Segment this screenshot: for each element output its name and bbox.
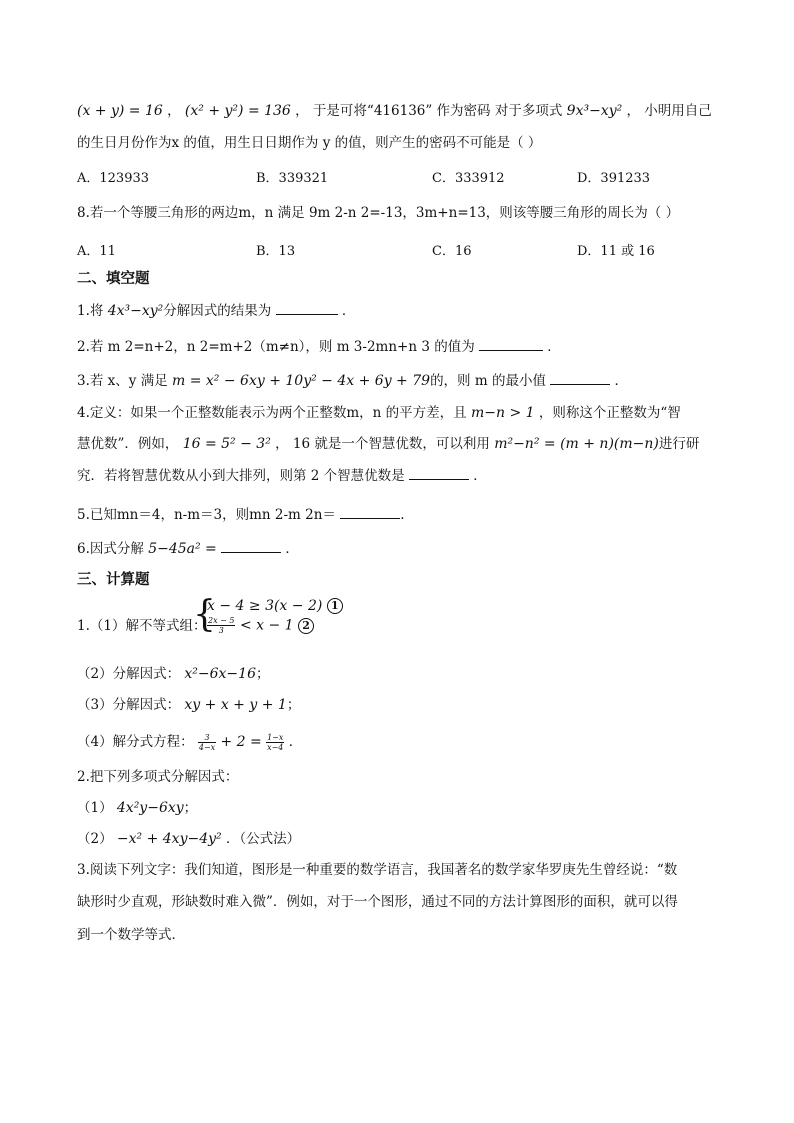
fill2-blank[interactable] [479,338,543,351]
calc14-frac2 [266,733,284,752]
system-row2-text: < x − 1 [239,617,294,634]
calc-1-label: 1.（1）解不等式组： [77,618,207,634]
fill2-end: ． [547,339,561,355]
q8-option-c[interactable]: C．16 [432,244,472,259]
calc13-end: ； [286,697,301,713]
q7-line2: 的生日月份作为x 的值，用生日日期作为 y 的值，则产生的密码不可能是（ ） [77,135,542,151]
q7-option-c[interactable]: C．333912 [432,171,505,186]
fill-item-2 [77,338,561,356]
fill6-pre: 6.因式分解 [77,541,144,557]
calc-2-1 [77,799,197,817]
fill1-pre: 1.将 [77,303,104,319]
calc-1-4 [77,733,302,752]
fill4-l1-pre: 4.定义：如果一个正整数能表示为两个正整数m，n 的平方差，且 [77,405,467,421]
q8-line1: 8.若一个等腰三角形的两边m，n 满足 9m 2-n 2=-13，3m+n=13，则该等腰三角形的周长为（ ） [77,205,680,221]
fill3-pre: 3.若 x、y 满足 [77,373,168,389]
calc22-label: （2） [77,831,113,847]
fill3-end: ． [614,373,629,389]
system-row1-text: x − 4 ≥ 3(x − 2) [207,598,323,614]
fill4-l2-pre: 慧优数”．例如， [77,436,179,452]
fill6-end: ． [285,541,299,557]
q8-option-d[interactable]: D．11 或 16 [577,244,655,259]
fill-item-4-line1 [77,404,681,422]
calc21-math: 4x²y−6xy [116,800,184,816]
calc-3-line1: 3.阅读下列文字：我们知道，图形是一种重要的数学语言，我国著名的数学家华罗庚先生曾经说：“数 [77,862,678,878]
calc-3-line2: 缺形时少直观，形缺数时难入微”．例如，对于一个图形，通过不同的方法计算图形的面积，就可以得 [77,894,678,910]
q7-option-d[interactable]: D．391233 [577,171,651,186]
system-fraction-num: 2x − 5 [208,616,235,625]
q8-option-a[interactable]: A．11 [77,244,116,259]
fill1-math: 4x³−xy² [107,303,164,319]
fill-item-1 [77,302,355,320]
calc12-math: x²−6x−16 [184,666,256,682]
fill-item-4-line2 [77,435,699,453]
calc13-math: xy + x + y + 1 [184,697,287,713]
fill3-blank[interactable] [550,372,610,385]
circled-mark-1: 1 [327,598,343,614]
calc13-pre: （3）分解因式： [77,697,181,713]
q7-option-b[interactable]: B．339321 [256,171,329,186]
fill3-post: 的，则 m 的最小值 [430,373,546,389]
calc21-end: ； [183,800,198,816]
fill4-l1-math: m−n > 1 [470,405,535,421]
fill4-l2-math1: 16 = 5² − 3² [182,436,271,452]
calc14-frac1-num: 3 [198,733,216,743]
fill1-blank[interactable] [276,302,338,315]
calc12-end: ； [255,666,270,682]
fill4-l2-mid: ， 16 就是一个智慧优数，可以利用 [275,436,490,452]
fill4-l2-post: 进行研 [658,436,700,452]
system-fraction-den: 3 [218,626,224,635]
fill4-l3: 究．若将智慧优数从小到大排列，则第 2 个智慧优数是 [77,468,405,484]
fill-item-4-line3 [77,467,487,485]
calc-2-title: 2.把下列多项式分解因式： [77,769,239,785]
calc14-pre: （4）解分式方程： [77,734,194,750]
fill2-text: 2.若 m 2=n+2，n 2=m+2（m≠n），则 m 3-2mn+n 3 的值为 [77,339,475,355]
circled-mark-2: 2 [298,618,314,634]
calc12-pre: （2）分解因式： [77,666,181,682]
q7-option-a[interactable]: A．123933 [77,171,150,186]
calc-1-2 [77,665,269,683]
fill5-text: 5.已知mn＝4，n-m＝3，则mn 2-m 2n＝ [77,507,336,523]
system-row-1 [207,598,343,614]
calc14-end: ． [288,734,303,750]
fill1-end: ． [341,303,356,319]
calc14-mid: + 2 = [220,734,262,750]
system-brace: { [193,594,216,635]
calc14-frac1 [198,733,216,752]
q7-line1 [77,102,712,120]
fill5-end: . [400,507,405,523]
q7-eq1: (x + y) = 16 [77,103,163,119]
q7-text2: ， 小明用自己 [626,103,712,119]
fill-item-6 [77,540,299,558]
fill-item-5 [77,506,405,524]
section2-title: 二、填空题 [77,271,150,287]
calc22-math: −x² + 4xy−4y² [116,831,222,847]
calc-3-line3: 到一个数学等式． [77,927,185,943]
calc14-frac2-den: x−4 [267,743,284,752]
fill4-l2-math2: m²−n² = (m + n)(m−n) [494,436,659,452]
fill4-l1-post: ，则称这个正整数为“智 [538,405,681,421]
fill6-blank[interactable] [221,540,281,553]
fill1-post: 分解因式的结果为 [163,303,272,319]
fill-item-3 [77,372,628,390]
section3-title: 三、计算题 [77,572,150,588]
calc21-label: （1） [77,800,113,816]
calc14-frac1-den: 4−x [198,743,216,752]
q7-poly: 9x³−xy² [566,103,623,119]
q7-sep: ， [167,103,181,119]
fill3-math: m = x² − 6xy + 10y² − 4x + 6y + 79 [172,373,431,389]
fill4-blank[interactable] [409,467,469,480]
fill6-math: 5−45a² = [148,541,217,557]
system-row-2 [207,616,314,635]
fill5-blank[interactable] [340,506,400,519]
calc-2-2 [77,830,300,848]
q7-eq2: (x² + y²) = 136 [184,103,291,119]
q7-text1: ， 于是可将“416136” 作为密码 对于多项式 [295,103,563,119]
calc14-frac2-num: 1−x [267,733,284,742]
fill4-end: ． [473,468,487,484]
calc-1-3 [77,696,300,714]
q8-option-b[interactable]: B．13 [256,244,296,259]
calc22-end: ．（公式法） [225,831,301,847]
system-fraction [207,616,235,635]
